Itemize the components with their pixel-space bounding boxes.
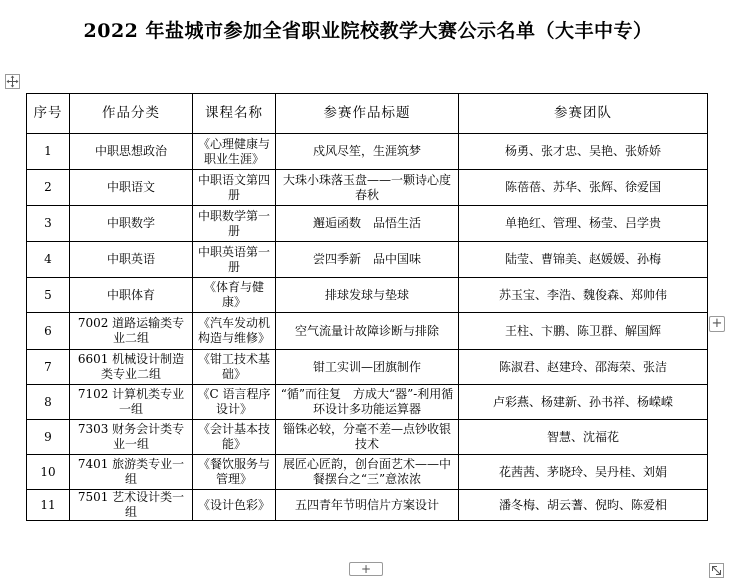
- cell-team: 单艳红、管理、杨莹、吕学贵: [459, 206, 708, 242]
- cell-work-title: “循”而往复 方成大“器”-利用循环设计多功能运算器: [276, 385, 459, 420]
- table-row: [27, 134, 708, 170]
- cell-course: 《C 语言程序设计》: [193, 385, 276, 420]
- table-row: [27, 490, 708, 521]
- table-row: [27, 242, 708, 278]
- table-row: [27, 385, 708, 420]
- cell-team: 花茜茜、茅晓玲、吴丹桂、刘娟: [459, 455, 708, 490]
- header-work-title: 参赛作品标题: [276, 94, 459, 134]
- table-row: [27, 313, 708, 350]
- cell-course: 《体育与健康》: [193, 278, 276, 313]
- cell-index: 11: [27, 490, 70, 521]
- table-row: [27, 420, 708, 455]
- table-row: [27, 278, 708, 313]
- contest-list-table: [26, 93, 708, 521]
- cell-work-title: 五四青年节明信片方案设计: [276, 490, 459, 521]
- cell-course: 中职英语第一册: [193, 242, 276, 278]
- cell-course: 《汽车发动机构造与维修》: [193, 313, 276, 350]
- cell-index: 3: [27, 206, 70, 242]
- cell-index: 9: [27, 420, 70, 455]
- table-row: [27, 170, 708, 206]
- cell-work-title: 展匠心匠韵，创台面艺术——中餐摆台之“三”意浓浓: [276, 455, 459, 490]
- cell-index: 2: [27, 170, 70, 206]
- cell-work-title: 大珠小珠落玉盘——一颗诗心度春秋: [276, 170, 459, 206]
- cell-work-title: 锱铢必较，分毫不差—点钞收银技术: [276, 420, 459, 455]
- cell-category: 7102 计算机类专业一组: [70, 385, 193, 420]
- move-arrows-icon: [6, 75, 19, 88]
- cell-index: 8: [27, 385, 70, 420]
- header-category: 作品分类: [70, 94, 193, 134]
- cell-category: 7501 艺术设计类一组: [70, 490, 193, 521]
- cell-course: 《设计色彩》: [193, 490, 276, 521]
- cell-team: 苏玉宝、李浩、魏俊森、郑帅伟: [459, 278, 708, 313]
- cell-course: 中职数学第一册: [193, 206, 276, 242]
- cell-index: 6: [27, 313, 70, 350]
- resize-corner-icon: [710, 564, 723, 577]
- table-row: [27, 455, 708, 490]
- cell-work-title: 空气流量计故障诊断与排除: [276, 313, 459, 350]
- cell-category: 中职思想政治: [70, 134, 193, 170]
- cell-team: 陈淑君、赵建玲、邵海荣、张洁: [459, 350, 708, 385]
- add-row-button[interactable]: +: [349, 562, 383, 576]
- cell-category: 中职体育: [70, 278, 193, 313]
- add-column-button[interactable]: +: [709, 316, 725, 332]
- cell-course: 《心理健康与职业生涯》: [193, 134, 276, 170]
- cell-category: 中职英语: [70, 242, 193, 278]
- cell-work-title: 排球发球与垫球: [276, 278, 459, 313]
- cell-work-title: 戍风尽笙，生涯筑梦: [276, 134, 459, 170]
- cell-team: 王柱、卞鹏、陈卫群、解国辉: [459, 313, 708, 350]
- cell-course: 《钳工技术基础》: [193, 350, 276, 385]
- cell-category: 中职数学: [70, 206, 193, 242]
- cell-category: 7002 道路运输类专业二组: [70, 313, 193, 350]
- cell-team: 陆莹、曹锦美、赵媛媛、孙梅: [459, 242, 708, 278]
- cell-index: 10: [27, 455, 70, 490]
- cell-work-title: 钳工实训—团旗制作: [276, 350, 459, 385]
- cell-course: 《餐饮服务与管理》: [193, 455, 276, 490]
- cell-category: 6601 机械设计制造类专业二组: [70, 350, 193, 385]
- cell-category: 7401 旅游类专业一组: [70, 455, 193, 490]
- cell-course: 《会计基本技能》: [193, 420, 276, 455]
- document-title: 2022 年盐城市参加全省职业院校教学大赛公示名单（大丰中专）: [83, 20, 653, 42]
- table-resize-handle[interactable]: [709, 563, 724, 578]
- cell-team: 智慧、沈福花: [459, 420, 708, 455]
- cell-index: 7: [27, 350, 70, 385]
- cell-course: 中职语文第四册: [193, 170, 276, 206]
- table-row: [27, 350, 708, 385]
- cell-team: 卢彩燕、杨建新、孙书祥、杨嵘嵘: [459, 385, 708, 420]
- table-row: [27, 206, 708, 242]
- header-course: 课程名称: [193, 94, 276, 134]
- cell-team: 潘冬梅、胡云蓍、倪昀、陈爱相: [459, 490, 708, 521]
- cell-category: 中职语文: [70, 170, 193, 206]
- cell-work-title: 尝四季新 品中国味: [276, 242, 459, 278]
- cell-team: 杨勇、张才忠、吴艳、张娇娇: [459, 134, 708, 170]
- header-index: 序号: [27, 94, 70, 134]
- cell-index: 4: [27, 242, 70, 278]
- cell-work-title: 邂逅函数 品悟生活: [276, 206, 459, 242]
- cell-category: 7303 财务会计类专业一组: [70, 420, 193, 455]
- table-move-handle[interactable]: [5, 74, 20, 89]
- cell-index: 5: [27, 278, 70, 313]
- table-header-row: [27, 94, 708, 134]
- cell-team: 陈蓓蓓、苏华、张辉、徐爱国: [459, 170, 708, 206]
- header-team: 参赛团队: [459, 94, 708, 134]
- cell-index: 1: [27, 134, 70, 170]
